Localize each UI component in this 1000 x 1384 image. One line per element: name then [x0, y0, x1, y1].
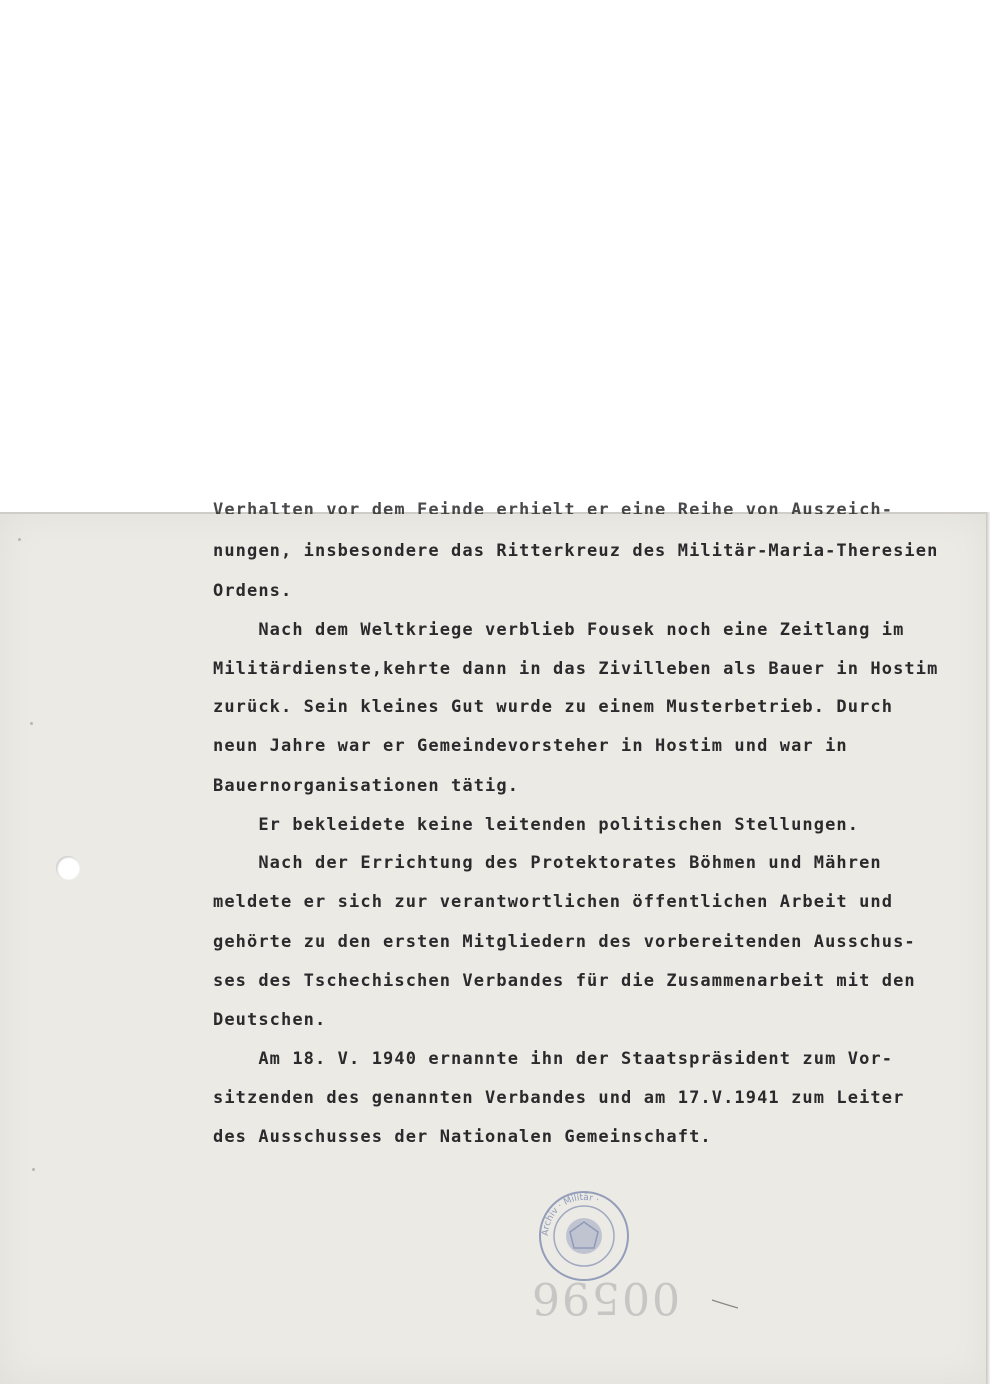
margin-mark	[32, 1168, 35, 1171]
stamp-text: Archiv · Militär ·	[540, 1192, 601, 1237]
text-line: Bauernorganisationen tätig.	[213, 776, 520, 796]
pencil-tick-icon	[710, 1298, 740, 1310]
text-line: zurück. Sein kleines Gut wurde zu einem Musterbetrieb. Durch	[213, 697, 894, 717]
text-line: Am 18. V. 1940 ernannte ihn der Staatspräsident zum Vor-	[213, 1049, 894, 1069]
text-line: nungen, insbesondere das Ritterkreuz des Militär-Maria-Theresien	[213, 541, 939, 561]
text-line: neun Jahre war er Gemeindevorsteher in Hostim und war in	[213, 736, 848, 756]
text-line: ses des Tschechischen Verbandes für die Zusammenarbeit mit den	[213, 971, 916, 991]
text-line: des Ausschusses der Nationalen Gemeinschaft.	[213, 1127, 712, 1147]
partial-cut-line	[213, 500, 933, 514]
text-line: meldete er sich zur verantwortlichen öffentlichen Arbeit und	[213, 892, 894, 912]
punch-hole	[56, 856, 80, 880]
partial-line-text: Verhalten vor dem Feinde erhielt er eine Reihe von Auszeich-	[213, 500, 894, 514]
margin-mark	[30, 722, 33, 725]
text-line: Nach der Errichtung des Protektorates Böhmen und Mähren	[213, 853, 882, 873]
text-line: Deutschen.	[213, 1010, 327, 1030]
text-line: Er bekleidete keine leitenden politischen Stellungen.	[213, 815, 860, 835]
text-line: Militärdienste,kehrte dann in das Zivilleben als Bauer in Hostim	[213, 659, 939, 679]
archive-number: 00596	[530, 1272, 680, 1323]
text-line: Nach dem Weltkriege verblieb Fousek noch eine Zeitlang im	[213, 620, 905, 640]
text-line: sitzenden des genannten Verbandes und am 17.V.1941 zum Leiter	[213, 1088, 905, 1108]
margin-mark	[18, 538, 21, 541]
text-line: gehörte zu den ersten Mitgliedern des vorbereitenden Ausschus-	[213, 932, 916, 952]
paper-right-edge	[986, 512, 990, 1384]
archive-stamp-icon	[536, 1188, 632, 1284]
text-line: Ordens.	[213, 581, 293, 601]
